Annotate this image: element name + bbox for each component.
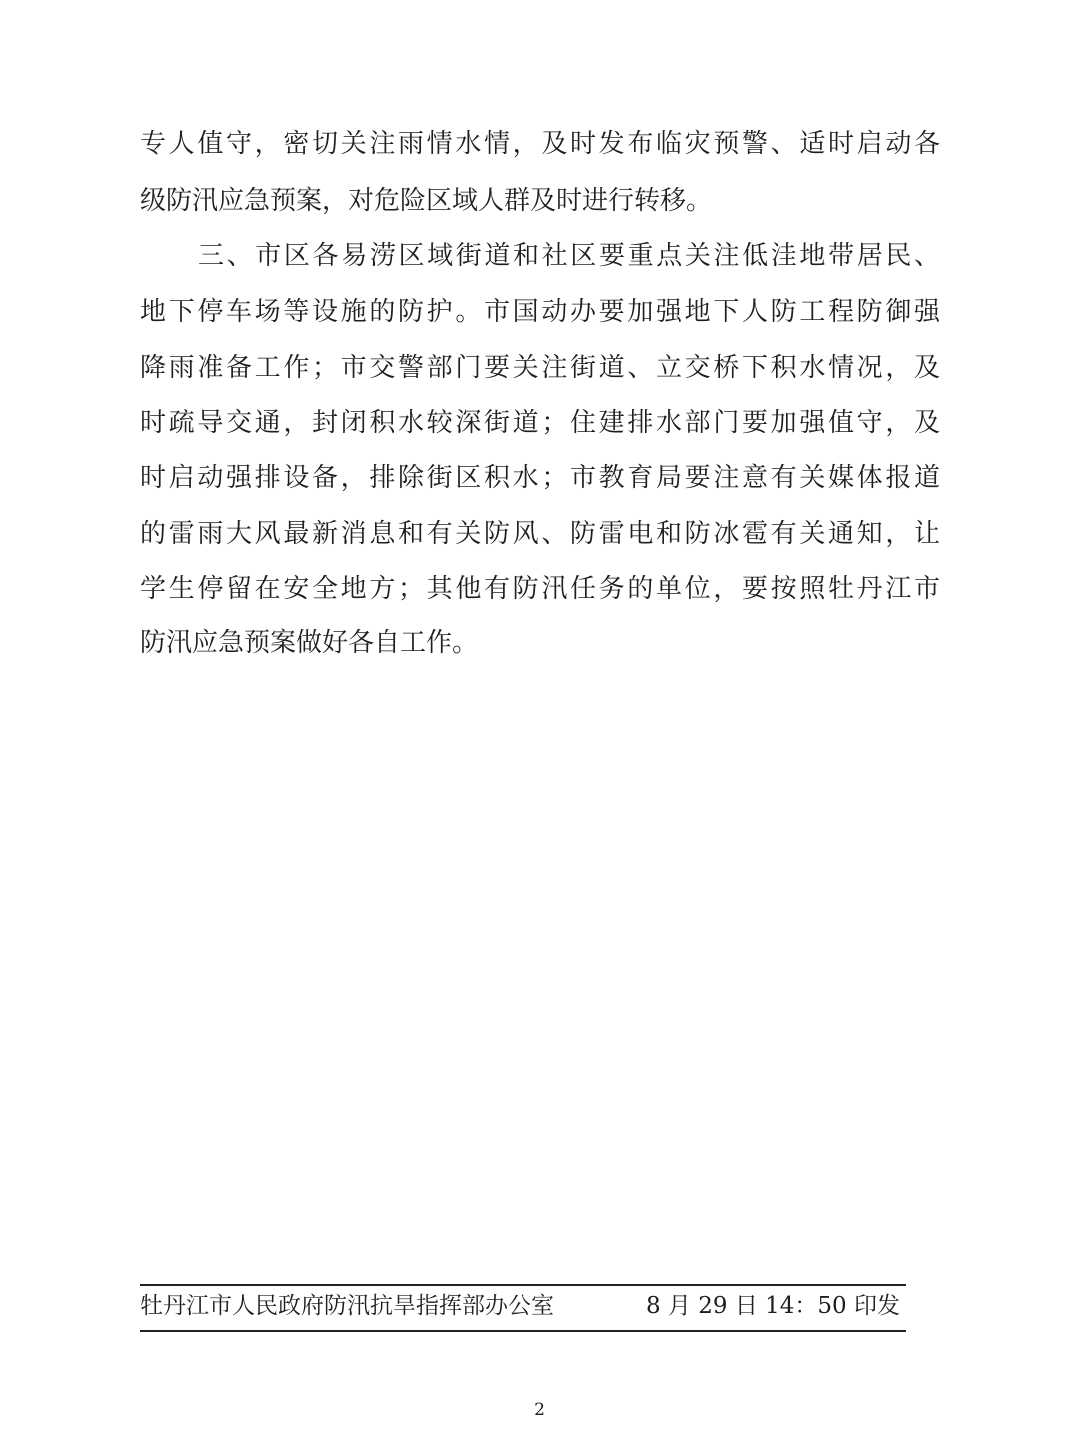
body-line-2: 级防汛应急预案，对危险区域人群及时进行转移。 — [140, 186, 713, 216]
body-line-6: 时疏导交通，封闭积水较深街道；住建排水部门要加强值守，及 — [140, 408, 940, 438]
body-line-8: 的雷雨大风最新消息和有关防风、防雷电和防冰雹有关通知，让 — [140, 519, 940, 549]
page-number: 2 — [534, 1400, 545, 1420]
body-line-10: 防汛应急预案做好各自工作。 — [140, 628, 479, 658]
footer-bottom-rule — [140, 1330, 906, 1332]
footer-print-date: 8 月 29 日 14：50 印发 — [646, 1293, 900, 1319]
body-line-4: 地下停车场等设施的防护。市国动办要加强地下人防工程防御强 — [140, 297, 940, 327]
body-line-5: 降雨准备工作；市交警部门要关注街道、立交桥下积水情况，及 — [140, 353, 940, 383]
body-line-7: 时启动强排设备，排除街区积水；市教育局要注意有关媒体报道 — [140, 463, 940, 493]
body-line-9: 学生停留在安全地方；其他有防汛任务的单位，要按照牡丹江市 — [140, 574, 940, 604]
body-line-3: 三、市区各易涝区域街道和社区要重点关注低洼地带居民、 — [198, 241, 940, 271]
footer-top-rule — [140, 1284, 906, 1286]
footer-issuer: 牡丹江市人民政府防汛抗旱指挥部办公室 — [140, 1293, 554, 1319]
body-line-1: 专人值守，密切关注雨情水情，及时发布临灾预警、适时启动各 — [140, 129, 940, 159]
